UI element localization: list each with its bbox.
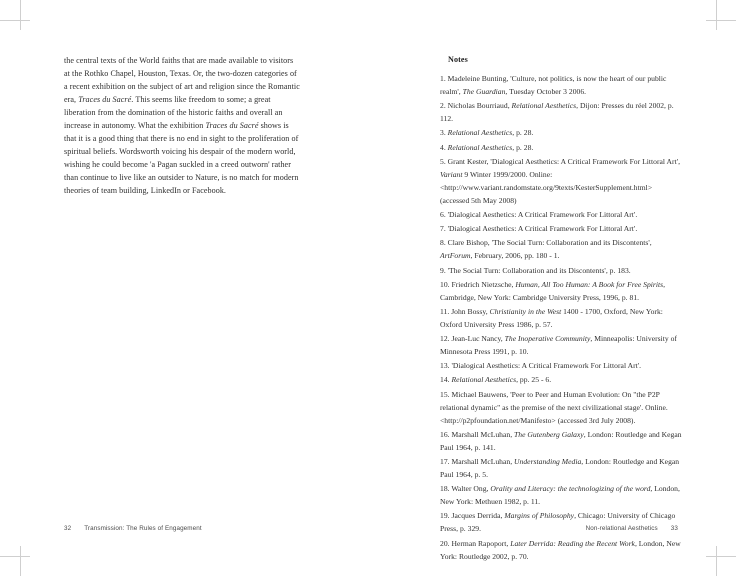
running-head-title: Non-relational Aesthetics	[585, 525, 658, 532]
note-item: 15. Michael Bauwens, 'Peer to Peer and Human Evolution: On "the P2P relational dynamic" as the premise of the next civilizational stage'. Online. <http://p2pfoundation.net/Manifesto> (accessed 3rd July 2008).	[440, 389, 668, 425]
note-item: 5. Grant Kester, 'Dialogical Aesthetics: A Critical Framework For Littoral Art', Variant 9 Winter 1999/2000. Online: <http://www.variant.randomstate.org/9texts/KesterSupplement.html> (accessed 5th May 2008)	[440, 156, 681, 205]
note-item: 1. Madeleine Bunting, 'Culture, not politics, is now the heart of our public realm', The Guardian, Tuesday October 3 2006.	[440, 74, 667, 96]
note-item: 12. Jean-Luc Nancy, The Inoperative Community, Minneapolis: University of Minnesota Press 1991, p. 10.	[440, 334, 677, 357]
page-number: 32	[64, 525, 72, 532]
note-item: 8. Clare Bishop, 'The Social Turn: Collaboration and its Discontents', ArtForum, February, 2006, pp. 180 - 1.	[440, 238, 652, 261]
running-foot-recto	[586, 525, 678, 532]
note-item: 17. Marshall McLuhan, Understanding Media, London: Routledge and Kegan Paul 1964, p. 5.	[440, 457, 680, 479]
note-item: 7. 'Dialogical Aesthetics: A Critical Framework For Littoral Art'.	[440, 224, 638, 234]
note-item: 9. 'The Social Turn: Collaboration and its Discontents', p. 183.	[440, 265, 631, 275]
running-foot-verso	[64, 525, 202, 532]
verso-text-block	[64, 54, 300, 198]
notes-heading: Notes	[448, 55, 468, 64]
note-item: 20. Herman Rapoport, Later Derrida: Reading the Recent Work, London, New York: Routledge 2002, p. 70.	[440, 538, 681, 561]
note-item: 13. 'Dialogical Aesthetics: A Critical Framework For Littoral Art'.	[440, 361, 642, 371]
note-item: 6. 'Dialogical Aesthetics: A Critical Framework For Littoral Art'.	[440, 209, 638, 219]
body-paragraph: the central texts of the World faiths that are made available to visitors at the Rothko Chapel, Houston, Texas. Or, the two-dozen categories of a recent exhibition on the subject of art and religion since the Romantic era, Traces du Sacré. This seems like freedom to some; a great liberation from the domination of the historic faiths and overall an increase in autonomy. What the exhibition Traces du Sacré shows is that it is a good thing that there is no end in sight to the proliferation of spiritual beliefs. Wordsworth voicing his despair of the modern world, wishing he could become 'a Pagan suckled in a creed outworn' rather than continue to live like an outsider to Nature, is no match for modern theories of team building, LinkedIn or Facebook.	[64, 56, 300, 196]
note-item: 2. Nicholas Bourriaud, Relational Aesthetics, Dijon: Presses du réel 2002, p. 112.	[440, 101, 674, 124]
notes-list	[440, 72, 682, 563]
page-number: 33	[670, 525, 678, 532]
note-item: 4. Relational Aesthetics, p. 28.	[440, 142, 534, 152]
recto-text-block	[440, 54, 682, 564]
note-item: 18. Walter Ong, Orality and Literacy: the technologizing of the word, London, New York: Methuen 1982, p. 11.	[440, 484, 680, 507]
note-item: 3. Relational Aesthetics, p. 28.	[440, 128, 534, 138]
note-item: 11. John Bossy, Christianity in the West 1400 - 1700, Oxford, New York: Oxford University Press 1986, p. 57.	[440, 306, 663, 329]
note-item: 14. Relational Aesthetics, pp. 25 - 6.	[440, 375, 552, 385]
note-item: 10. Friedrich Nietzsche, Human, All Too Human: A Book for Free Spirits, Cambridge, New York: Cambridge University Press, 1996, p. 81.	[440, 279, 666, 302]
running-head-title: Transmission: The Rules of Engagement	[84, 525, 202, 532]
note-item: 16. Marshall McLuhan, The Gutenberg Galaxy, London: Routledge and Kegan Paul 1964, p. 141.	[440, 429, 682, 452]
note-item: 19. Jacques Derrida, Margins of Philosophy, Chicago: University of Chicago Press, p. 329.	[440, 511, 676, 534]
page-recto	[368, 0, 736, 576]
